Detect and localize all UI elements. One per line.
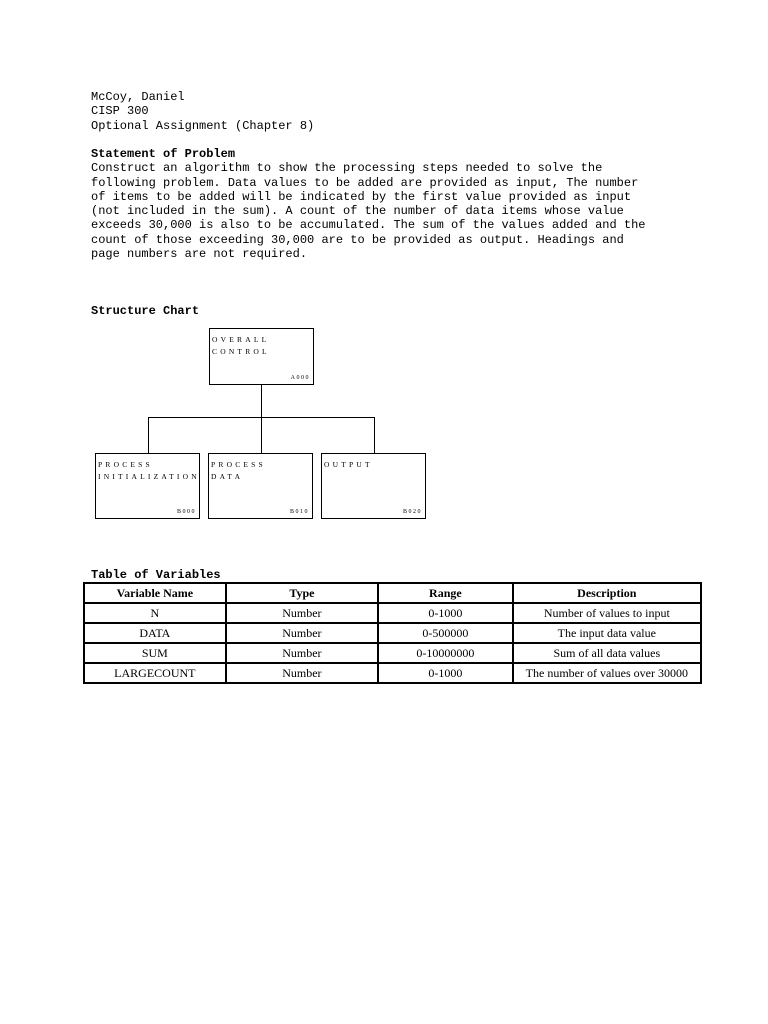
problem-line: (not included in the sum). A count of the number of data items whose value <box>91 204 624 219</box>
column-header: Type <box>226 583 378 603</box>
problem-line: following problem. Data values to be added are provided as input, The number <box>91 175 639 190</box>
problem-heading: Statement of Problem <box>91 147 236 161</box>
module-label: PROCESS <box>211 460 266 469</box>
module-label: DATA <box>211 472 244 481</box>
module-label: PROCESS <box>98 460 153 469</box>
table-cell: Number <box>226 663 378 683</box>
table-cell: N <box>84 603 226 623</box>
module-output <box>321 453 426 519</box>
table-cell: Sum of all data values <box>513 643 701 663</box>
variables-table-heading: Table of Variables <box>91 568 221 582</box>
connector-right-vertical <box>374 417 375 453</box>
table-row <box>84 623 701 643</box>
module-process-initialization <box>95 453 200 519</box>
table-row <box>84 603 701 623</box>
structure-chart-heading: Structure Chart <box>91 304 200 318</box>
table-row <box>84 663 701 683</box>
connector-left-vertical <box>148 417 149 453</box>
column-header: Range <box>378 583 513 603</box>
module-label: OUTPUT <box>324 460 373 469</box>
table-cell: LARGECOUNT <box>84 663 226 683</box>
table-cell: 0-10000000 <box>378 643 513 663</box>
module-code: A000 <box>290 375 310 381</box>
module-process-data <box>208 453 313 519</box>
table-cell: DATA <box>84 623 226 643</box>
table-cell: Number <box>226 603 378 623</box>
problem-line: page numbers are not required. <box>91 247 308 262</box>
problem-line: count of those exceeding 30,000 are to be provided as output. Headings and <box>91 232 624 247</box>
table-cell: The input data value <box>513 623 701 643</box>
assignment-title: Optional Assignment (Chapter 8) <box>91 118 315 133</box>
table-cell: 0-500000 <box>378 623 513 643</box>
problem-statement <box>91 147 691 261</box>
column-header: Description <box>513 583 701 603</box>
module-code: B020 <box>402 509 422 515</box>
connector-middle-vertical <box>261 417 262 453</box>
column-header: Variable Name <box>84 583 226 603</box>
variables-table <box>83 582 702 684</box>
course-code: CISP 300 <box>91 104 149 119</box>
document-header <box>91 90 314 133</box>
table-cell: 0-1000 <box>378 663 513 683</box>
module-label: CONTROL <box>212 347 270 356</box>
table-row <box>84 643 701 663</box>
module-code: B000 <box>176 509 196 515</box>
table-cell: 0-1000 <box>378 603 513 623</box>
table-cell: SUM <box>84 643 226 663</box>
problem-line: of items to be added will be indicated by the first value provided as input <box>91 189 632 204</box>
module-label: OVERALL <box>212 335 270 344</box>
problem-line: exceeds 30,000 is also to be accumulated. The sum of the values added and the <box>91 218 646 233</box>
module-label: INITIALIZATION <box>98 472 200 481</box>
table-cell: The number of values over 30000 <box>513 663 701 683</box>
table-cell: Number <box>226 623 378 643</box>
module-code: B010 <box>289 509 309 515</box>
author-name: McCoy, Daniel <box>91 90 185 104</box>
module-overall-control <box>209 328 314 385</box>
problem-line: Construct an algorithm to show the processing steps needed to solve the <box>91 161 603 176</box>
table-cell: Number of values to input <box>513 603 701 623</box>
table-header-row <box>84 583 701 603</box>
connector-top-vertical <box>261 384 262 417</box>
table-cell: Number <box>226 643 378 663</box>
